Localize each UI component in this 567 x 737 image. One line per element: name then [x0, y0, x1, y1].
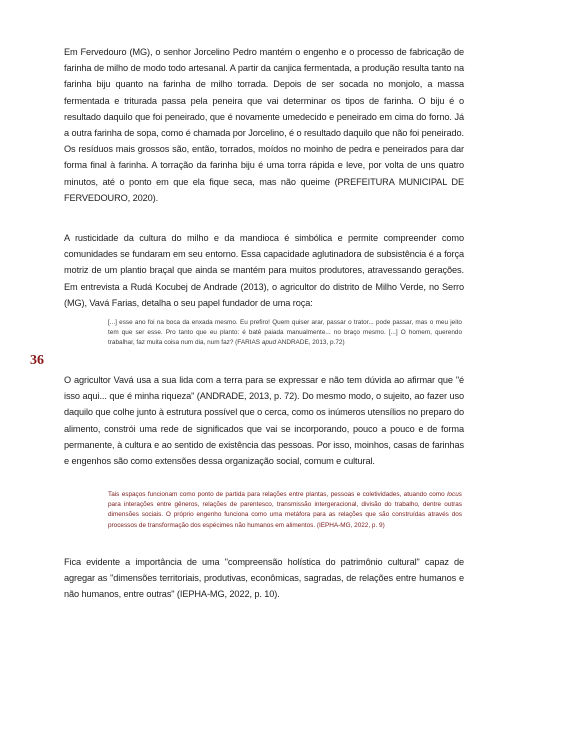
quote-1-text: [...] esse ano foi na boca da enxada mesmo. Eu prefiro! Quem quiser arar, passar o trator... pode passar, mas o meu jeito tem que ser esse. Pro tanto que eu planto: é batê paiada manualmente... no braço mesmo. [...] O homem, querendo trabalhar, faz muita coisa num dia, num faz? (FARIAS: [108, 319, 462, 347]
block-quote-2: [108, 490, 462, 531]
block-quote-1: [108, 318, 462, 349]
body-paragraph-2: A rusticidade da cultura do milho e da mandioca é simbólica e permite compreender como comunidades se fundaram em seu entorno. Essa capacidade aglutinadora de subsistência é a força motriz de um plantio braçal que ainda se mantém para muitos produtores, atravessando gerações. Em entrevista a Rudá Kocubej de Andrade (2013), o agricultor do distrito de Milho Verde, no Serro (MG), Vavá Farias, detalha o seu papel fundador de uma roça:: [64, 233, 464, 308]
page-number: 36: [30, 353, 44, 368]
body-paragraph-1: Em Fervedouro (MG), o senhor Jorcelino Pedro mantém o engenho e o processo de fabricação de farinha de milho de modo todo artesanal. A partir da canjica fermentada, a produção resulta tanto na farinha biju quanto na farinha de milho torrada. Depois de ser socada no monjolo, a massa fermentada e triturada passa pela peneira que vai determinar os tipos de farinha. O biju é o resultado daquilo que foi peneirado, que é novamente umedecido e peneirado em cima do forno. Já a outra farinha de sopa, como é chamada por Jorcelino, é o resultado daquilo que não foi peneirado. Os resíduos mais grossos são, então, torrados, moídos no moinho de pedra e peneirados para dar forma final à farinha. A torração da farinha biju é uma torra rápida e leve, por volta de uns quatro minutos, até o ponto em que ela fique seca, mas não queime (PREFEITURA MUNICIPAL DE FERVEDOURO, 2020).: [64, 47, 464, 203]
quote-2-locus: locus: [447, 491, 462, 498]
quote-2-text-end: para interações entre gêneros, relações de parentesco, transmissão intergeracional, divisão do trabalho, dentre outras dimensões sociais. O próprio engenho funciona como uma metáfora para as relações que são construídas através dos processos de transformação dos espécimes não humanos em alimentos. (IEPHA-MG, 2022, p. 9): [108, 501, 462, 529]
quote-2-text-start: Tais espaços funcionam como ponto de partida para relações entre plantas, pessoas e coletividades, atuando como: [108, 491, 448, 498]
quote-1-apud: apud: [261, 339, 277, 347]
body-paragraph-4: Fica evidente a importância de uma "compreensão holística do patrimônio cultural" capaz de agregar as "dimensões territoriais, produtivas, econômicas, sagradas, de relações entre humanos e não humanos, entre outras" (IEPHA-MG, 2022, p. 10).: [64, 557, 464, 600]
body-paragraph-3: O agricultor Vavá usa a sua lida com a terra para se expressar e não tem dúvida ao afirmar que "é isso aqui... que é minha riqueza" (ANDRADE, 2013, p. 72). Do mesmo modo, o sujeito, ao fazer uso daquilo que colhe junto à estrutura possível que o cerca, como os inúmeros utensílios no preparo do alimento, constrói uma rede de significados que vai se incorporando, pouco a pouco e de forma permanente, à cultura e ao sentido de existência das pessoas. Por isso, moinhos, casas de farinhas e engenhos são como extensões dessa organização social, comum e cultural.: [64, 375, 464, 467]
quote-1-citation: ANDRADE, 2013, p.72): [276, 339, 345, 347]
